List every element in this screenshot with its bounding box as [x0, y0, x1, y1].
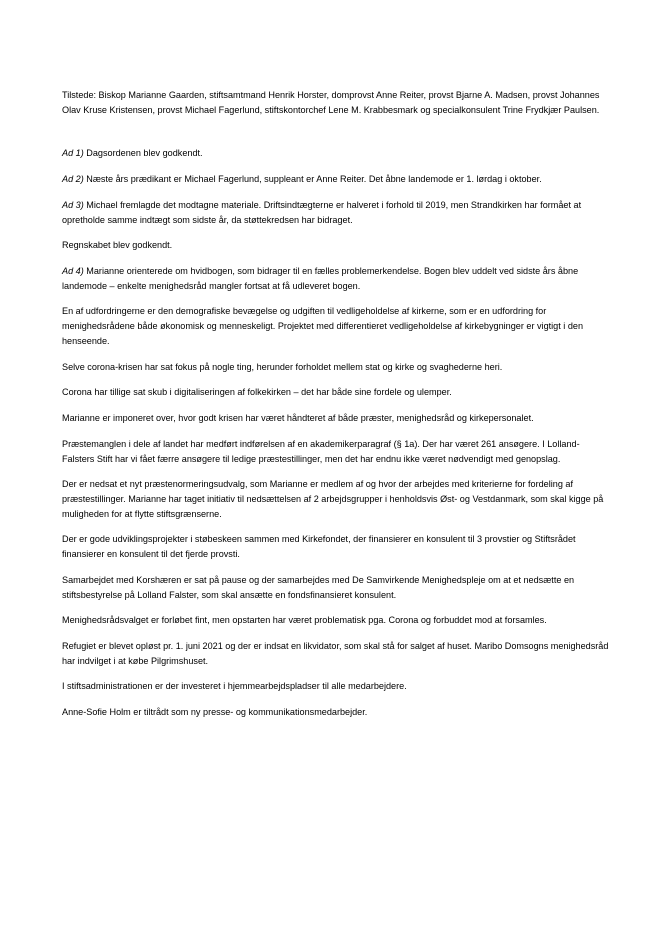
- paragraph-praestemangel: Præstemanglen i dele af landet har medført indførelsen af en akademikerparagraf (§ 1a). Der har været 261 ansøgere. I Lolland-Falsters Stift har vi fået færre ansøgere til ledige præstestillinger, men det har endnu ikke været nødvendigt med genopslag.: [62, 438, 580, 464]
- paragraph-text-ad-4: Marianne orienterede om hvidbogen, som bidrager til en fælles problemerkendelse. Bogen blev uddelt ved sidste års åbne landemode – enkelte menighedsråd mangler fortsat at få udleveret bogen.: [62, 266, 579, 291]
- paragraph-text-ad-3: Michael fremlagde det modtagne materiale. Driftsindtægterne er halveret i forhold til 2019, men Strandkirken har formået at opretholde samme indtægt som sidste år, da støttekredsen har bidraget.: [62, 199, 582, 225]
- paragraph-digitalisering: Corona har tillige sat skub i digitaliseringen af folkekirken – det har både sine fordele og ulemper.: [62, 387, 452, 398]
- paragraph-demografi: En af udfordringerne er den demografiske bevægelse og udgiften til vedligeholdelse af kirkerne, som er en udfordring for menighedsrådene både økonomisk og menneskeligt. Projektet med differentieret vedligeholdelse af kirkebygninger er vigtigt i den henseende.: [62, 306, 584, 346]
- paragraph-normeringsudvalg: Der er nedsat et nyt præstenormeringsudvalg, som Marianne er medlem af og hvor der arbejdes med kriterierne for fordeling af præstestillinger. Marianne har taget initiativ til nedsættelsen af 2 arbejdsgrupper i henholdsvis Øst- og Vestdanmark, som skal kigge på muligheden for at flytte stiftsgrænserne.: [62, 479, 604, 519]
- paragraph-ad-4: [62, 264, 610, 293]
- paragraph-regnskab: [62, 238, 610, 253]
- paragraph-menighedsraadsvalg: Menighedsrådsvalget er forløbet fint, men opstarten har været problematisk pga. Corona og forbuddet mod at forsamles.: [62, 615, 547, 626]
- section-spacer: [62, 128, 610, 146]
- paragraph-lead-ad-1: Ad 1): [62, 148, 84, 159]
- paragraph-corona-fokus: Selve corona-krisen har sat fokus på nogle ting, herunder forholdet mellem stat og kirke og svaghederne heri.: [62, 361, 503, 372]
- paragraph-lead-ad-3: Ad 3): [62, 199, 84, 210]
- paragraph-hjemmearbejdspladser: I stiftsadministrationen er der investeret i hjemmearbejdspladser til alle medarbejdere.: [62, 681, 407, 692]
- paragraph-ad-1: [62, 146, 610, 161]
- paragraph-anne-sofie: Anne-Sofie Holm er tiltrådt som ny presse- og kommunikationsmedarbejder.: [62, 707, 368, 718]
- paragraph-lead-ad-4: Ad 4): [62, 266, 84, 277]
- paragraph-ad-2: [62, 172, 610, 187]
- paragraph-udviklingsprojekter: Der er gode udviklingsprojekter i støbeskeen sammen med Kirkefondet, der finansierer en konsulent til 3 provstier og Stiftsrådet finansierer en konsulent til det fjerde provsti.: [62, 534, 576, 560]
- paragraph-ad-3: [62, 198, 610, 227]
- paragraph-text-regnskab: Regnskabet blev godkendt.: [62, 240, 173, 251]
- paragraph-lead-ad-2: Ad 2): [62, 174, 84, 185]
- document-body: [62, 88, 610, 720]
- paragraph-text-ad-2: Næste års prædikant er Michael Fagerlund, suppleant er Anne Reiter. Det åbne landemode er 1. lørdag i oktober.: [83, 174, 542, 185]
- paragraph-refugiet: Refugiet er blevet opløst pr. 1. juni 2021 og der er indsat en likvidator, som skal stå for salget af huset. Maribo Domsogns menighedsråd har indvilget i at købe Pilgrimshuset.: [62, 640, 609, 666]
- paragraph-imponeret: Marianne er imponeret over, hvor godt krisen har været håndteret af både præster, menighedsråd og kirkepersonalet.: [62, 413, 534, 424]
- paragraph-korshaeren: Samarbejdet med Korshæren er sat på pause og der samarbejdes med De Samvirkende Menighedspleje om at et nedsætte en stiftsbestyrelse på Lolland Falster, som skal ansætte en fondsfinansieret konsulent.: [62, 574, 575, 600]
- paragraph-text-ad-1: Dagsordenen blev godkendt.: [83, 148, 203, 159]
- attendees-paragraph: Tilstede: Biskop Marianne Gaarden, stiftsamtmand Henrik Horster, domprovst Anne Reiter, provst Bjarne A. Madsen, provst Johannes Olav Kruse Kristensen, provst Michael Fagerlund, stiftskontorchef Lene M. Krabbesmark og specialkonsulent Trine Frydkjær Paulsen.: [62, 90, 600, 115]
